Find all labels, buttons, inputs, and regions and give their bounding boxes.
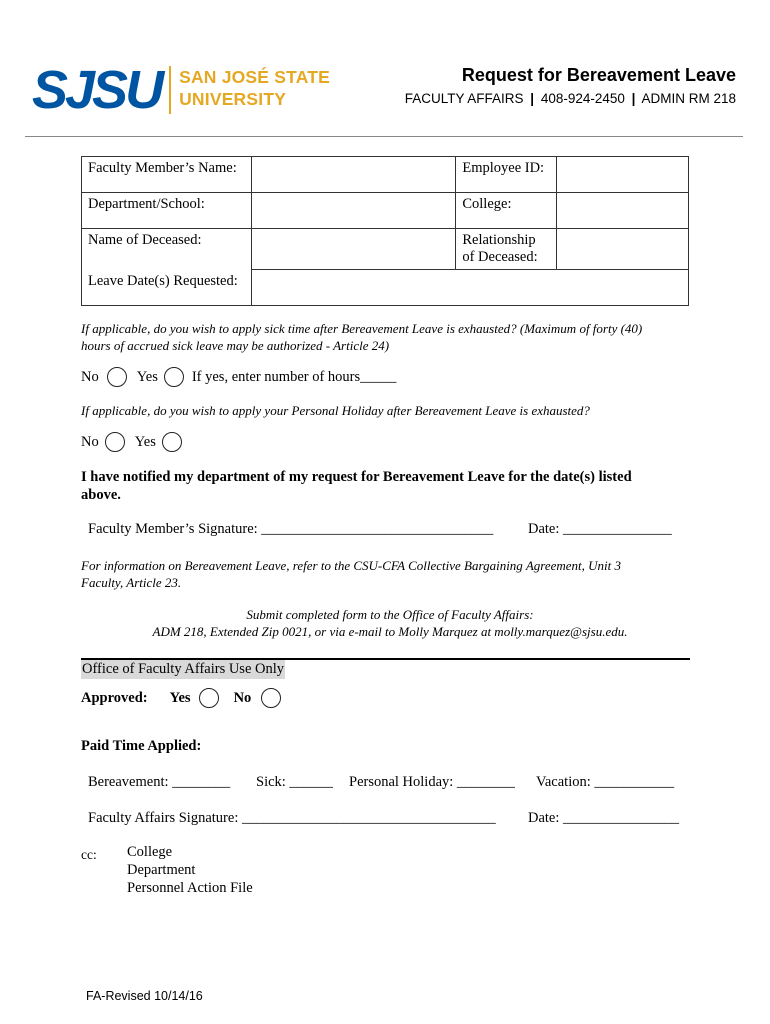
- table-row: [82, 270, 689, 306]
- logo-divider: [169, 66, 171, 114]
- form-title: Request for Bereavement Leave: [461, 65, 736, 85]
- submit-note-line-2: ADM 218, Extended Zip 0021, or via e-mail to Molly Marquez at molly.marquez@sjsu.edu.: [152, 624, 628, 639]
- header-divider: [25, 136, 743, 137]
- dept-name: FACULTY AFFAIRS: [404, 91, 524, 106]
- logo-wordmark: [179, 66, 330, 110]
- cc-label: cc:: [81, 847, 97, 862]
- cc-item-college: College: [127, 844, 173, 860]
- employee-id-field[interactable]: [557, 157, 689, 193]
- info-table: [81, 156, 689, 306]
- deceased-label: Name of Deceased:: [82, 229, 252, 270]
- approved-yes-radio[interactable]: [199, 688, 219, 708]
- faculty-name-label: Faculty Member’s Name:: [82, 157, 252, 193]
- cc-item-department: Department: [127, 862, 196, 878]
- sick-time-question-line-1: If applicable, do you wish to apply sick time after Bereavement Leave is exhausted? (Maximum of forty (40): [81, 321, 643, 336]
- department-field[interactable]: [251, 193, 455, 229]
- relationship-label: [456, 229, 557, 270]
- leave-dates-label: Leave Date(s) Requested:: [82, 270, 252, 306]
- sick-time-options: [81, 367, 396, 387]
- bereavement-field[interactable]: Bereavement: ________: [88, 774, 231, 790]
- approved-label: Approved:: [81, 689, 148, 706]
- college-label: College:: [456, 193, 557, 229]
- cc-list: [127, 843, 253, 897]
- notification-statement-line-2: above.: [81, 487, 121, 503]
- revision-footer: FA-Revised 10/14/16: [86, 989, 203, 1003]
- relationship-field[interactable]: [557, 229, 689, 270]
- paid-time-label: Paid Time Applied:: [81, 738, 202, 754]
- dept-room: ADMIN RM 218: [641, 91, 736, 106]
- sick-time-question-line-2: hours of accrued sick leave may be authorized - Article 24): [81, 338, 390, 353]
- faculty-affairs-date[interactable]: Date: ________________: [528, 810, 680, 826]
- relationship-label-line-1: Relationship: [462, 232, 536, 248]
- notification-statement: [81, 468, 701, 504]
- relationship-label-line-2: of Deceased:: [462, 249, 538, 265]
- dept-phone: 408-924-2450: [540, 91, 625, 106]
- logo-line-1: SAN JOSÉ STATE: [179, 67, 331, 87]
- approved-yes-label: Yes: [169, 689, 191, 706]
- form-subtitle: [405, 91, 736, 106]
- table-row: [82, 193, 689, 229]
- department-label: Department/School:: [82, 193, 252, 229]
- personal-holiday-question: If applicable, do you wish to apply your Personal Holiday after Bereavement Leave is exhausted?: [81, 403, 590, 418]
- holiday-no-label: No: [81, 433, 99, 450]
- info-note-line-1: For information on Bereavement Leave, refer to the CSU-CFA Collective Bargaining Agreement, Unit 3: [81, 558, 622, 573]
- leave-dates-field[interactable]: [251, 270, 688, 306]
- table-row: [82, 157, 689, 193]
- faculty-affairs-signature-line[interactable]: Faculty Affairs Signature: ___________________________________: [88, 810, 496, 826]
- holiday-no-radio[interactable]: [105, 432, 125, 452]
- vacation-field[interactable]: Vacation: ___________: [536, 774, 675, 790]
- separator: |: [530, 91, 535, 106]
- notification-statement-line-1: I have notified my department of my request for Bereavement Leave for the date(s) listed: [81, 469, 632, 485]
- sick-time-question: [81, 320, 642, 354]
- office-use-heading: Office of Faculty Affairs Use Only: [82, 661, 285, 677]
- submit-note: [60, 606, 720, 640]
- holiday-yes-radio[interactable]: [162, 432, 182, 452]
- approval-options: [81, 688, 281, 708]
- personal-holiday-field[interactable]: Personal Holiday: ________: [349, 774, 515, 790]
- sick-no-radio[interactable]: [107, 367, 127, 387]
- holiday-yes-label: Yes: [134, 433, 156, 450]
- deceased-field[interactable]: [251, 229, 455, 270]
- faculty-signature-line[interactable]: Faculty Member’s Signature: ________________________________: [88, 521, 494, 537]
- sick-no-label: No: [81, 368, 99, 385]
- logo-mark: SJSU: [32, 60, 162, 120]
- approved-no-radio[interactable]: [261, 688, 281, 708]
- logo-line-2: UNIVERSITY: [179, 89, 287, 109]
- personal-holiday-options: [81, 432, 182, 452]
- cc-item-personnel-action-file: Personnel Action File: [127, 880, 253, 896]
- submit-note-line-1: Submit completed form to the Office of Faculty Affairs:: [246, 607, 534, 622]
- sick-yes-radio[interactable]: [164, 367, 184, 387]
- employee-id-label: Employee ID:: [456, 157, 557, 193]
- sjsu-logo: [32, 62, 330, 122]
- separator: |: [631, 91, 636, 106]
- table-row: [82, 229, 689, 270]
- sick-hours-label: If yes, enter number of hours_____: [191, 368, 397, 385]
- sick-yes-label: Yes: [136, 368, 158, 385]
- faculty-name-field[interactable]: [251, 157, 455, 193]
- sick-field[interactable]: Sick: ______: [256, 774, 333, 790]
- info-note-line-2: Faculty, Article 23.: [81, 575, 182, 590]
- approved-no-label: No: [233, 689, 252, 706]
- college-field[interactable]: [557, 193, 689, 229]
- faculty-signature-date[interactable]: Date: _______________: [528, 521, 672, 537]
- info-note: [81, 557, 621, 591]
